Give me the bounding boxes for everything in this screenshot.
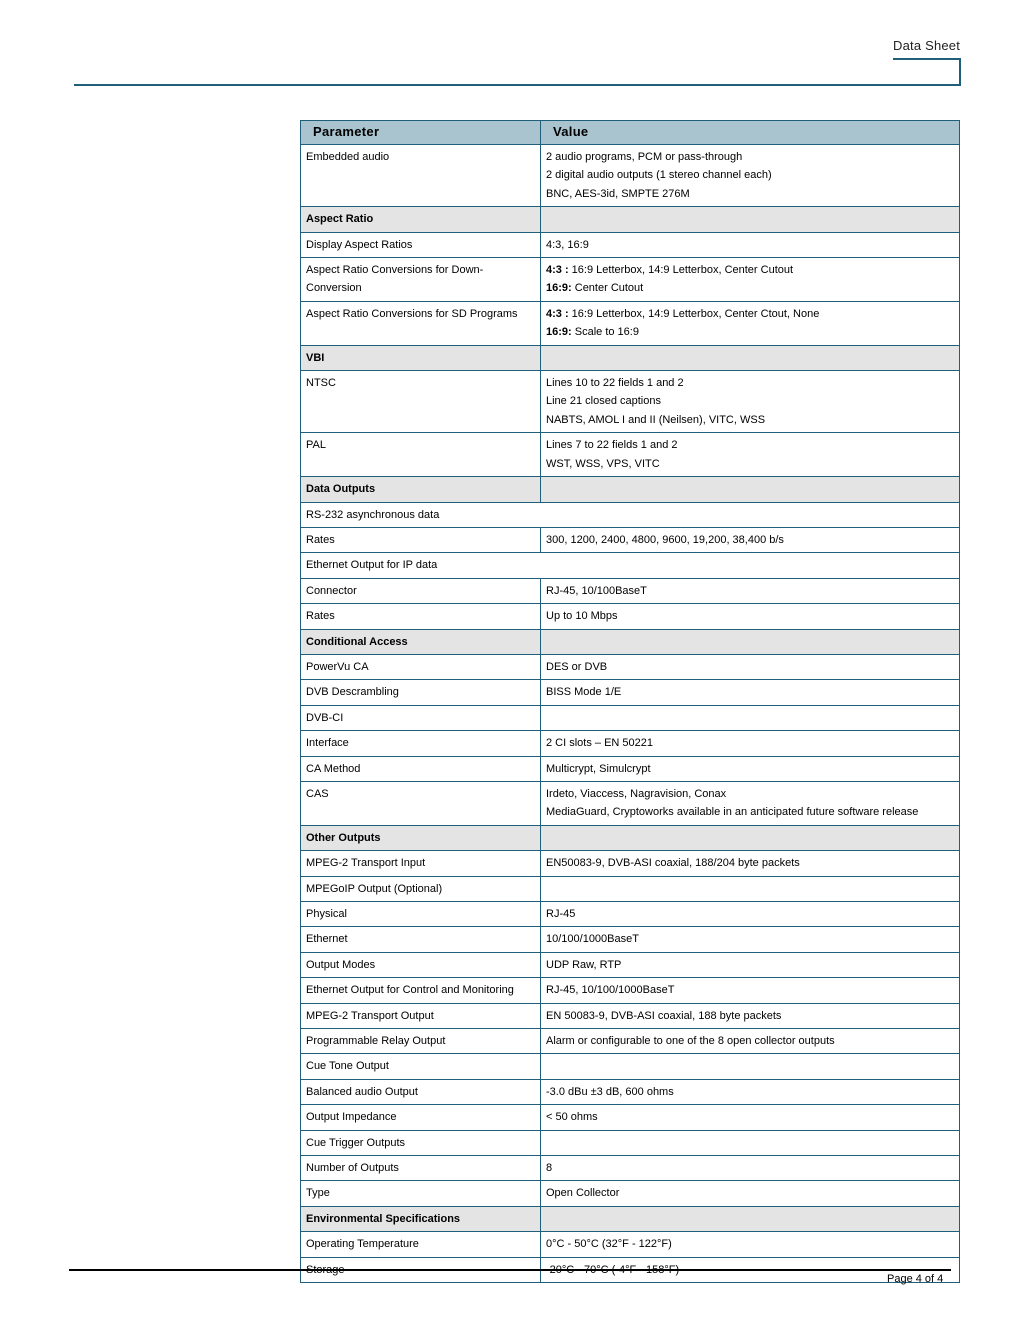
value-line: NABTS, AMOL I and II (Neilsen), VITC, WSS [546,413,766,426]
parameter-cell: Physical [301,902,541,927]
value-cell [541,902,960,927]
parameter-cell: Programmable Relay Output [301,1029,541,1054]
parameter-cell: Rates [301,604,541,629]
value-cell [541,1029,960,1054]
table-row [301,371,960,433]
parameter-cell: PAL [301,433,541,477]
section-title: Aspect Ratio [301,207,541,232]
section-empty-cell [541,345,960,370]
value-line: RJ-45, 10/100/1000BaseT [546,984,675,997]
section-row [301,1206,960,1231]
value-line: 8 [546,1162,553,1175]
parameter-cell: Aspect Ratio Conversions for SD Programs [301,301,541,345]
value-line: 2 audio programs, PCM or pass-through [546,151,743,163]
value-cell [541,851,960,876]
value-text: 16:9 Letterbox, 14:9 Letterbox, Center Cutout [568,264,794,277]
value-prefix: 4:3 : [546,264,569,277]
parameter-cell: DVB-CI [301,705,541,730]
value-line: BISS Mode 1/E [546,686,622,699]
parameter-cell: Display Aspect Ratios [301,232,541,257]
value-text: Center Cutout [571,282,644,295]
table-row [301,433,960,477]
table-row [301,1130,960,1155]
parameter-cell: Type [301,1181,541,1206]
subheading-cell: Ethernet Output for IP data [301,553,960,578]
value-line: Up to 10 Mbps [546,610,618,623]
value-line: 2 digital audio outputs (1 stereo channel each) [546,169,772,182]
table-row [301,232,960,257]
table-row [301,604,960,629]
value-line: Irdeto, Viaccess, Nagravision, Conax [546,787,727,800]
parameter-cell: MPEGoIP Output (Optional) [301,876,541,901]
footer-rule [69,1269,951,1271]
table-row [301,1232,960,1257]
parameter-cell: Interface [301,731,541,756]
parameter-cell: Cue Tone Output [301,1054,541,1079]
value-cell [541,301,960,345]
value-cell [541,527,960,552]
value-prefix: 4:3 : [546,307,569,320]
value-line: 0°C - 50°C (32°F - 122°F) [546,1238,672,1251]
section-empty-cell [541,825,960,850]
header-bracket-side [959,58,961,86]
value-cell [541,1156,960,1181]
table-row [301,705,960,730]
value-cell [541,1003,960,1028]
value-cell [541,654,960,679]
value-cell [541,433,960,477]
header-bracket-top [893,58,961,60]
table-row [301,952,960,977]
table-row [301,902,960,927]
table-row [301,927,960,952]
value-line [546,261,954,279]
parameter-cell: Cue Trigger Outputs [301,1130,541,1155]
value-line: EN50083-9, DVB-ASI coaxial, 188/204 byte packets [546,857,800,870]
value-cell [541,927,960,952]
value-cell [541,145,960,207]
value-prefix: 16:9: [546,282,572,295]
parameter-cell: MPEG-2 Transport Output [301,1003,541,1028]
value-text: 16:9 Letterbox, 14:9 Letterbox, Center Ctout, None [568,307,820,320]
value-cell [541,978,960,1003]
column-header-value: Value [541,121,960,145]
section-empty-cell [541,477,960,502]
parameter-cell: Aspect Ratio Conversions for Down-Conversion [301,258,541,302]
table-header-row [301,121,960,145]
table-row [301,1029,960,1054]
table-row [301,301,960,345]
parameter-cell: Output Impedance [301,1105,541,1130]
value-cell [541,756,960,781]
section-row [301,345,960,370]
parameter-cell: Number of Outputs [301,1156,541,1181]
table-row [301,502,960,527]
parameter-cell: Balanced audio Output [301,1079,541,1104]
table-row [301,553,960,578]
value-cell [541,705,960,730]
value-line: 2 CI slots – EN 50221 [546,737,654,750]
table-row [301,781,960,825]
table-row [301,654,960,679]
value-line: UDP Raw, RTP [546,958,622,971]
section-title: Environmental Specifications [301,1206,541,1231]
table-row [301,1105,960,1130]
value-cell [541,258,960,302]
value-line [546,279,954,297]
table-row [301,680,960,705]
header-rule [74,84,961,86]
value-cell [541,680,960,705]
value-line: 10/100/1000BaseT [546,933,639,946]
section-row [301,629,960,654]
table-row [301,731,960,756]
value-line: 4:3, 16:9 [546,238,589,251]
value-line: Alarm or configurable to one of the 8 open collector outputs [546,1035,835,1048]
value-cell [541,1105,960,1130]
value-line: DES or DVB [546,660,608,673]
value-line [546,305,954,323]
parameter-cell: Embedded audio [301,145,541,207]
value-line: RJ-45, 10/100BaseT [546,584,647,597]
table-row [301,756,960,781]
section-title: Conditional Access [301,629,541,654]
spec-table [300,120,960,1283]
parameter-cell: CA Method [301,756,541,781]
parameter-cell: DVB Descrambling [301,680,541,705]
section-empty-cell [541,629,960,654]
table-row [301,145,960,207]
parameter-cell: Connector [301,578,541,603]
value-line: Multicrypt, Simulcrypt [546,762,651,775]
parameter-cell: NTSC [301,371,541,433]
parameter-cell: MPEG-2 Transport Input [301,851,541,876]
section-empty-cell [541,207,960,232]
parameter-cell: CAS [301,781,541,825]
value-cell [541,232,960,257]
parameter-cell: Output Modes [301,952,541,977]
value-cell [541,578,960,603]
table-row [301,527,960,552]
table-row [301,1003,960,1028]
value-cell [541,781,960,825]
value-line: MediaGuard, Cryptoworks available in an anticipated future software release [546,806,919,819]
value-line: WST, WSS, VPS, VITC [546,457,660,470]
table-row [301,978,960,1003]
spec-table-body [301,145,960,1283]
section-row [301,207,960,232]
value-cell [541,731,960,756]
section-title: Data Outputs [301,477,541,502]
value-prefix: 16:9: [546,326,572,339]
section-title: Other Outputs [301,825,541,850]
section-row [301,825,960,850]
value-line: BNC, AES-3id, SMPTE 276M [546,187,690,200]
table-row [301,578,960,603]
parameter-cell: Operating Temperature [301,1232,541,1257]
value-line: < 50 ohms [546,1111,598,1124]
value-line: 300, 1200, 2400, 4800, 9600, 19,200, 38,400 b/s [546,533,784,546]
value-line: RJ-45 [546,908,576,920]
table-row [301,1156,960,1181]
value-line: EN 50083-9, DVB-ASI coaxial, 188 byte packets [546,1009,782,1022]
value-line [546,323,954,341]
value-cell [541,1130,960,1155]
table-row [301,258,960,302]
value-cell [541,1181,960,1206]
parameter-cell: PowerVu CA [301,654,541,679]
parameter-cell: Rates [301,527,541,552]
section-empty-cell [541,1206,960,1231]
value-line: Open Collector [546,1187,620,1200]
value-cell [541,1232,960,1257]
parameter-cell: Ethernet [301,927,541,952]
table-row [301,876,960,901]
section-title: VBI [301,345,541,370]
page-number: Page 4 of 4 [887,1273,944,1285]
value-cell [541,876,960,901]
header-label: Data Sheet [893,38,961,53]
parameter-cell: Ethernet Output for Control and Monitoring [301,978,541,1003]
value-text: Scale to 16:9 [571,326,639,339]
table-row [301,1079,960,1104]
section-row [301,477,960,502]
table-row [301,1181,960,1206]
subheading-cell: RS-232 asynchronous data [301,502,960,527]
value-line: Lines 10 to 22 fields 1 and 2 [546,377,684,390]
value-cell [541,952,960,977]
value-cell [541,371,960,433]
value-line: -3.0 dBu ±3 dB, 600 ohms [546,1085,674,1098]
table-row [301,851,960,876]
value-cell [541,1079,960,1104]
value-line: Line 21 closed captions [546,395,661,408]
value-cell [541,1054,960,1079]
table-row [301,1054,960,1079]
value-line: Lines 7 to 22 fields 1 and 2 [546,439,678,452]
column-header-parameter: Parameter [301,121,541,145]
value-cell [541,604,960,629]
